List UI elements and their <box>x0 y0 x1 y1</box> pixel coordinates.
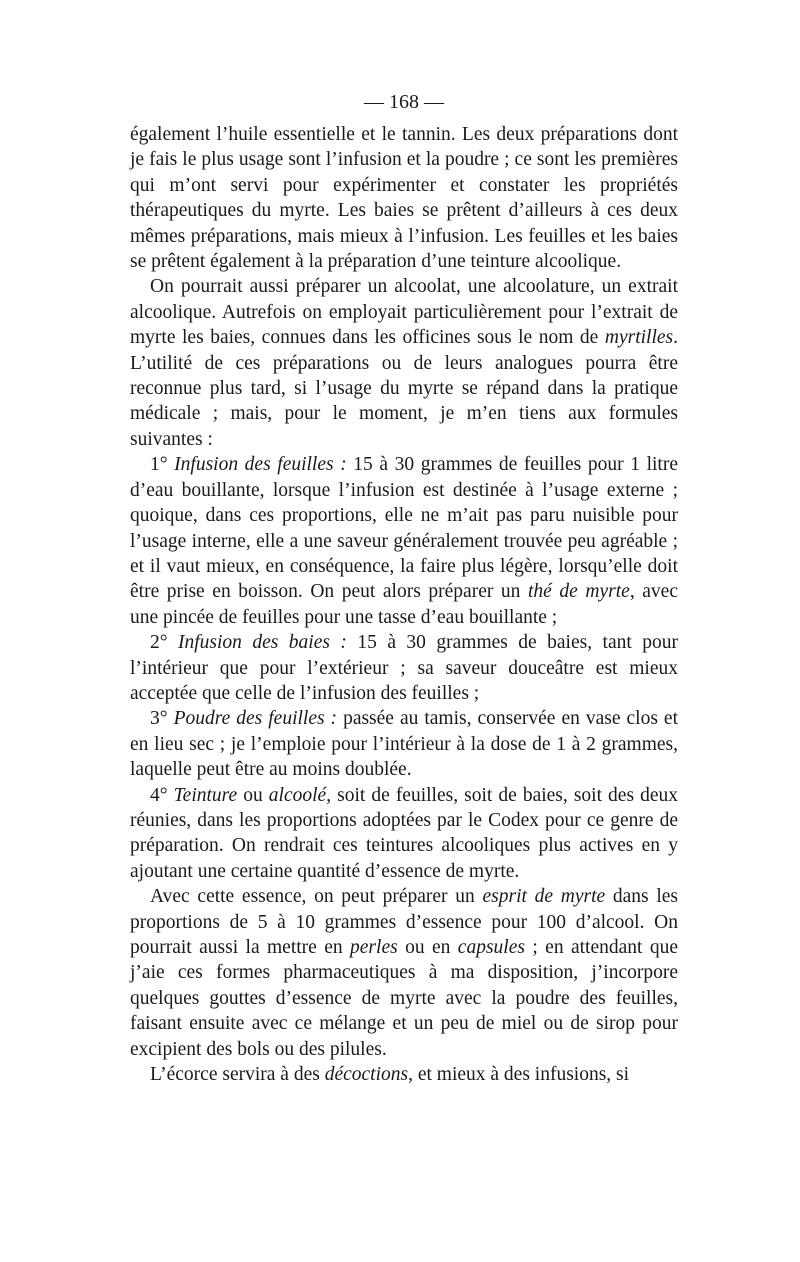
book-page <box>130 90 678 1087</box>
italic-term: esprit de myrte <box>482 886 606 908</box>
paragraph-text: . L’utilité de ces préparations ou de leurs analogues pourra être reconnue plus tard, si l’usage du myrte se répand dans la pratique médicale ; mais, pour le moment, je m’en tiens aux formules suivantes : <box>130 327 678 450</box>
paragraph <box>130 884 678 1062</box>
formula-item <box>130 706 678 782</box>
italic-term: myrtilles <box>604 327 674 349</box>
paragraph <box>130 1062 678 1087</box>
paragraph-text: On pourrait aussi préparer un alcoolat, une alcoolature, un extrait alcoolique. Autrefois on employait particulièrement pour l’extrait de myrte les baies, connues dans les officines sous le nom de <box>130 276 678 349</box>
item-title: Poudre des feuilles : <box>173 708 338 730</box>
paragraph-text: dans les proportions de 5 à 10 grammes d’essence pour 100 d’alcool. On pourrait aussi la mettre en <box>130 886 679 958</box>
item-text: 15 à 30 grammes de baies, tant pour l’intérieur que pour l’extérieur ; sa saveur douceâtre est mieux acceptée que celle de l’infusion des feuilles ; <box>130 632 678 704</box>
paragraph-text: L’écorce servira à des <box>150 1064 325 1086</box>
page-number: — 168 — <box>364 91 444 113</box>
item-title: Infusion des feuilles : <box>174 454 347 476</box>
item-title: Teinture <box>173 784 238 806</box>
formula-item <box>130 630 678 706</box>
italic-term: décoctions <box>324 1064 409 1086</box>
italic-term: capsules <box>457 937 525 958</box>
paragraph <box>130 274 678 452</box>
italic-term: thé de myrte <box>528 581 630 603</box>
paragraph-text: , et mieux à des infusions, si <box>408 1064 630 1086</box>
item-text: , avec une pincée de feuilles pour une tasse d’eau bouillante ; <box>130 581 678 628</box>
italic-term: alcoolé <box>268 784 327 806</box>
item-text: passée au tamis, conservée en vase clos et en lieu sec ; je l’emploie pour l’intérieur à la dose de 1 à 2 grammes, laquelle peut être au moins doublée. <box>130 708 678 781</box>
italic-term: perles <box>350 937 398 958</box>
paragraph-text: Avec cette essence, on peut préparer un <box>150 886 483 908</box>
item-text: 15 à 30 grammes de feuilles pour 1 litre d’eau bouillante, lorsque l’infusion est destinée à l’usage externe ; quoique, dans ces proportions, elle ne m’ait pas paru nuisible pour l’usage interne, elle a une saveur généralement trouvée peu agréable ; et il vaut mieux, en conséquence, la faire plus légère, lorsqu’elle doit être prise en boisson. On peut alors préparer un <box>130 454 678 603</box>
paragraph-text: ou en <box>397 937 458 958</box>
item-number: 4° <box>150 784 174 806</box>
item-number: 3° <box>150 708 174 730</box>
item-number: 2° <box>150 632 178 654</box>
paragraph-text: également l’huile essentielle et le tannin. Les deux préparations dont je fais le plus usage sont l’infusion et la poudre ; ce sont les premières qui m’ont servi pour expérimenter et constater les propriétés thérapeutiques du myrte. Les baies se prêtent d’ailleurs à ces deux mêmes préparations, mais mieux à l’infusion. Les feuilles et les baies se prêtent également à la préparation d’une teinture alcoolique. <box>130 124 678 273</box>
formula-item <box>130 452 678 630</box>
paragraph-text: ; en attendant que j’aie ces formes pharmaceutiques à ma disposition, j’incorpore quelques gouttes d’essence de myrte avec la poudre des feuilles, faisant ensuite avec ce mélange et un peu de miel ou de sirop pour excipient des bols ou des pilules. <box>130 937 679 1060</box>
item-text: ou <box>237 784 269 806</box>
formula-item <box>130 783 678 885</box>
item-number: 1° <box>150 454 175 476</box>
paragraph <box>130 122 678 274</box>
item-text: , soit de feuilles, soit de baies, soit des deux réunies, dans les proportions adoptées par le Codex pour ce genre de préparation. On rendrait ces teintures alcooliques plus actives en y ajoutant une certaine quantité d’essence de myrte. <box>130 784 678 882</box>
item-title: Infusion des baies : <box>178 632 347 654</box>
